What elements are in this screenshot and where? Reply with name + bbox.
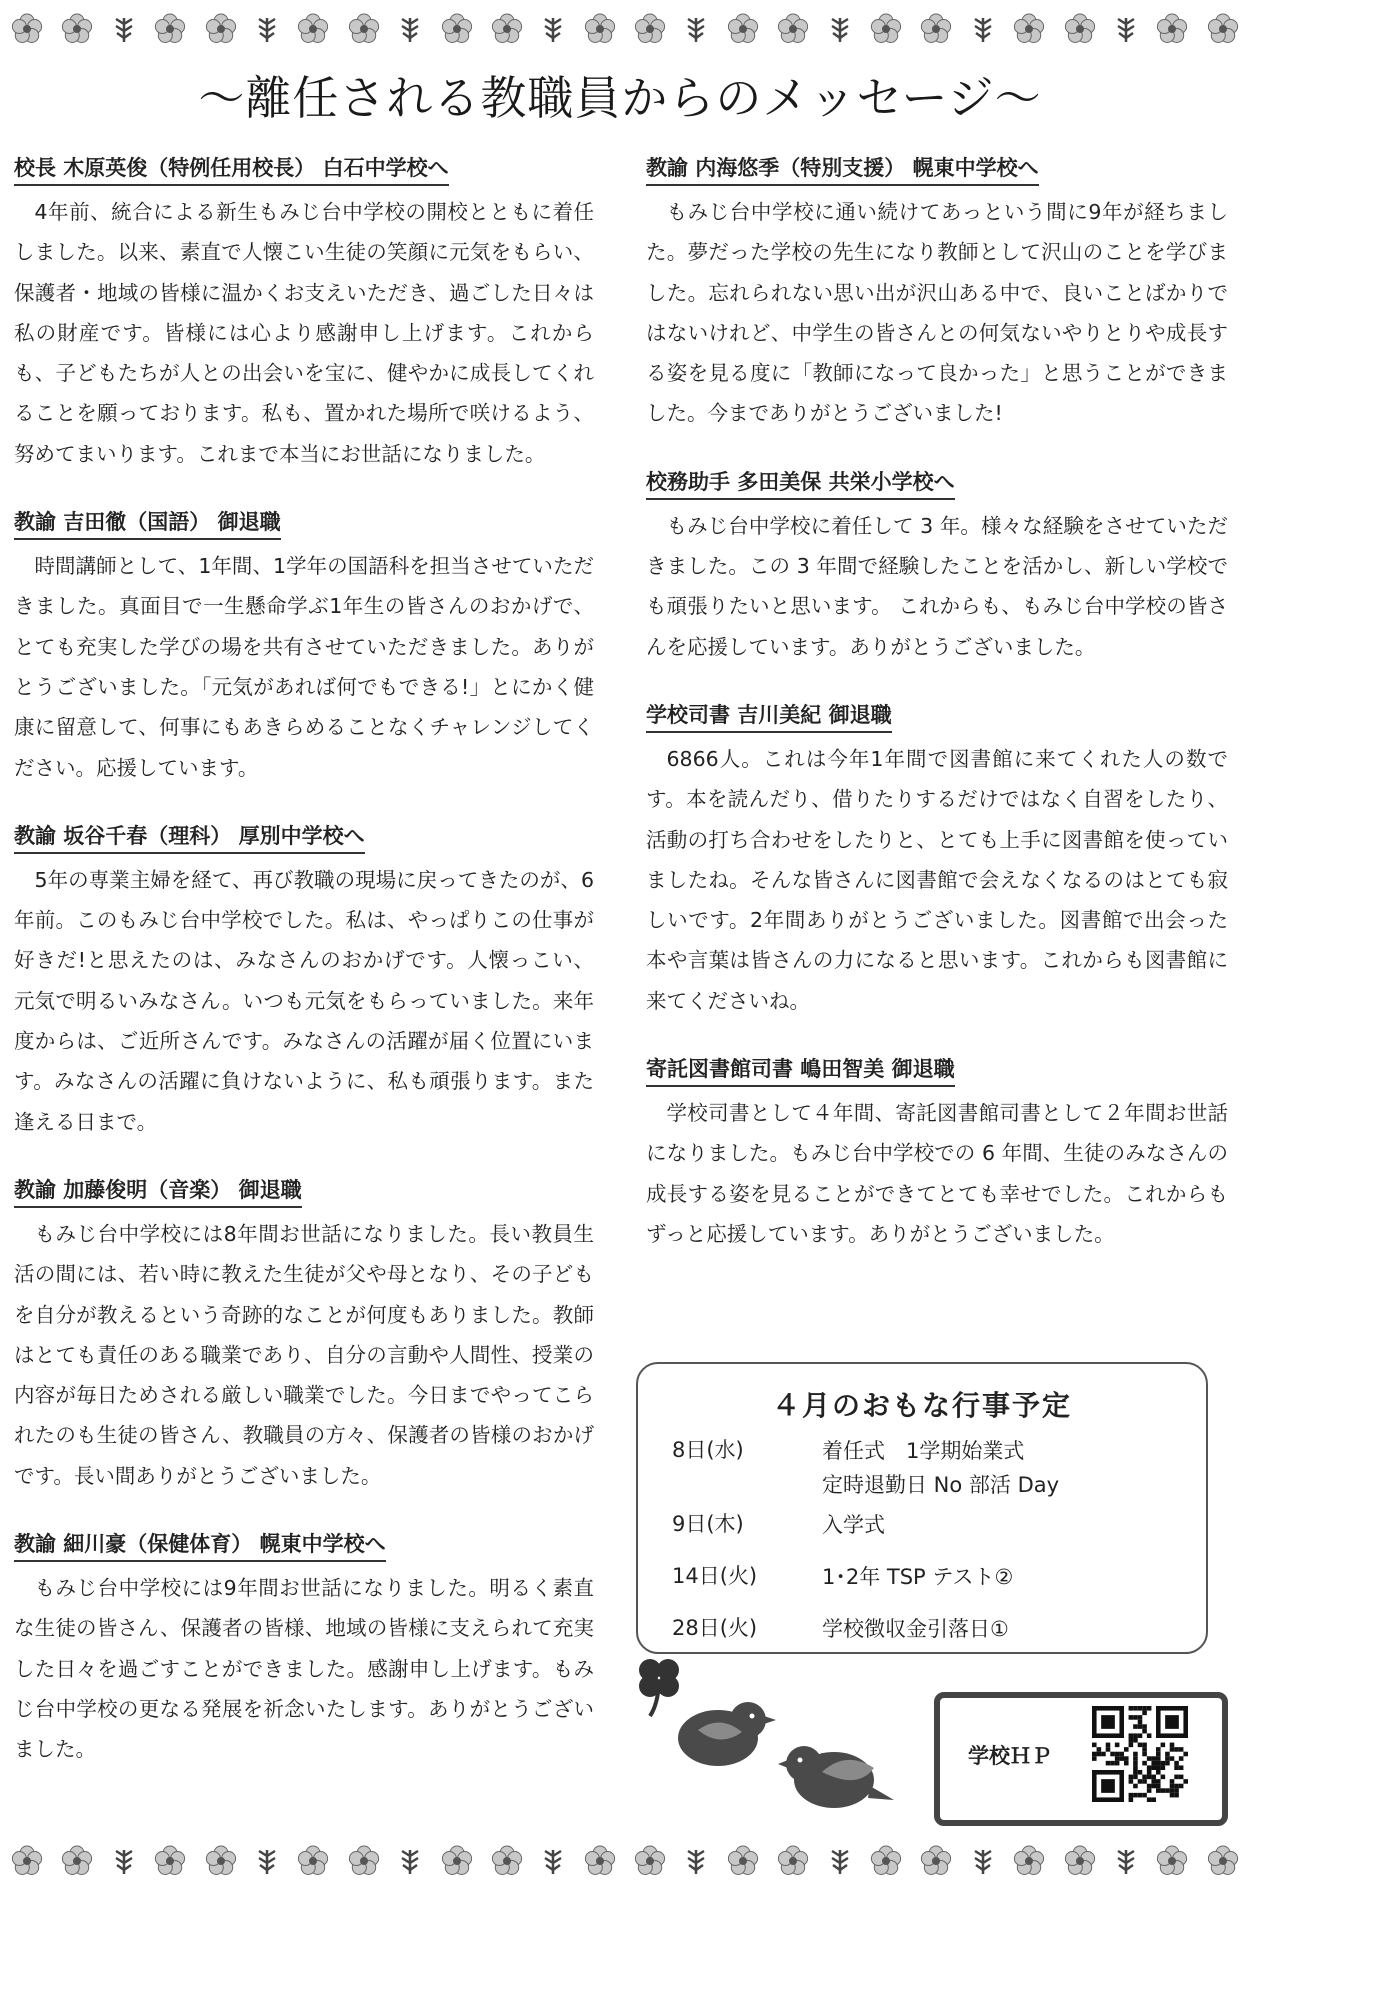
message-section [14, 1528, 594, 1769]
leaf-icon [970, 1846, 996, 1876]
event-row [672, 1560, 1206, 1594]
event-date: 9日(木) [672, 1512, 744, 1536]
flower-icon [583, 1844, 617, 1878]
section-body: 学校司書として４年間、寄託図書館司書として２年間お世話になりました。もみじ台中学校での 6 年間、生徒のみなさんの成長する姿を見ることができてとても幸せでした。これからもずっと応援しています。ありがとうございました。 [646, 1101, 1228, 1246]
flower-icon [776, 12, 810, 46]
leaf-icon [683, 1846, 709, 1876]
qr-code-icon[interactable] [1092, 1706, 1188, 1802]
leaf-icon [540, 1846, 566, 1876]
message-section [14, 1174, 594, 1496]
event-date [672, 1468, 822, 1502]
section-heading: 校務助手 多田美保 共栄小学校へ [646, 466, 955, 500]
event-row [672, 1434, 1206, 1468]
flower-icon [1012, 1844, 1046, 1878]
event-date: 28日(火) [672, 1616, 758, 1640]
flower-icon [347, 12, 381, 46]
section-heading: 校長 木原英俊（特例任用校長） 白石中学校へ [14, 152, 449, 186]
leaf-icon [970, 14, 996, 44]
flower-icon [726, 12, 760, 46]
event-desc: 定時退勤日 No 部活 Day [822, 1473, 1060, 1497]
flower-icon [726, 1844, 760, 1878]
event-desc: 入学式 [822, 1513, 885, 1537]
flower-icon [1063, 12, 1097, 46]
event-desc: 学校徴収金引落日① [822, 1617, 1009, 1641]
bird-icon [778, 1728, 898, 1824]
leaf-icon [827, 1846, 853, 1876]
top-flower-border [10, 6, 1240, 52]
event-date: 8日(水) [672, 1438, 744, 1462]
section-heading: 教諭 細川豪（保健体育） 幌東中学校へ [14, 1528, 386, 1562]
section-body: もみじ台中学校に通い続けてあっという間に9年が経ちました。夢だった学校の先生になり教師として沢山のことを学びました。忘れられない思い出が沢山ある中で、良いことばかりではないけれど、中学生の皆さんとの何気ないやりとりや成長する姿を見る度に「教師になって良かった」と思うことができました。今までありがとうございました! [646, 200, 1228, 426]
flower-icon [1012, 12, 1046, 46]
flower-icon [296, 12, 330, 46]
flower-icon [60, 1844, 94, 1878]
section-body: もみじ台中学校には8年間お世話になりました。長い教員生活の間には、若い時に教えた生徒が父や母となり、その子どもを自分が教えるという奇跡的なことが何度もありました。教師はとても責任のある職業であり、自分の言動や人間性、授業の内容が毎日ためされる厳しい職業でした。今日までやってこられたのも生徒の皆さん、教職員の方々、保護者の皆様のおかげです。長い間ありがとうございました。 [14, 1221, 594, 1488]
flower-icon [490, 12, 524, 46]
right-column [646, 152, 1228, 1254]
section-body: 時間講師として、1年間、1学年の国語科を担当させていただきました。真面目で一生懸命学ぶ1年生の皆さんのおかげで、とても充実した学びの場を共有させていただきました。ありがとうございました。「元気があれば何でもできる!」とにかく健康に留意して、何事にもあきらめることなくチャレンジしてください。応援しています。 [14, 554, 594, 780]
flower-icon [347, 1844, 381, 1878]
flower-icon [440, 12, 474, 46]
section-heading: 教諭 吉田徹（国語） 御退職 [14, 506, 281, 540]
flower-icon [153, 12, 187, 46]
leaf-icon [397, 14, 423, 44]
flower-icon [10, 12, 44, 46]
section-heading: 寄託図書館司書 嶋田智美 御退職 [646, 1053, 955, 1087]
leaf-icon [254, 14, 280, 44]
leaf-icon [540, 14, 566, 44]
leaf-icon [683, 14, 709, 44]
flower-icon [583, 12, 617, 46]
flower-icon [1206, 12, 1240, 46]
section-body: 6866人。これは今年1年間で図書館に来てくれた人の数です。本を読んだり、借りたりするだけではなく自習をしたり、活動の打ち合わせをしたりと、とても上手に図書館を使っていましたね。そんな皆さんに図書館で会えなくなるのはとても寂しいです。2年間ありがとうございました。図書館で出会った本や言葉は皆さんの力になると思います。これからも図書館に来てくださいね。 [646, 746, 1228, 1013]
flower-icon [10, 1844, 44, 1878]
message-section [646, 1053, 1228, 1254]
leaf-icon [827, 14, 853, 44]
leaf-icon [1113, 1846, 1139, 1876]
flower-icon [153, 1844, 187, 1878]
message-section [14, 152, 594, 474]
qr-label: 学校ＨＰ [968, 1744, 1052, 1768]
flower-icon [296, 1844, 330, 1878]
message-section [14, 506, 594, 788]
section-heading: 教諭 内海悠季（特別支援） 幌東中学校へ [646, 152, 1039, 186]
message-section [646, 699, 1228, 1021]
flower-icon [204, 1844, 238, 1878]
flower-icon [633, 1844, 667, 1878]
event-row [672, 1612, 1206, 1646]
message-section [646, 152, 1228, 434]
event-row [672, 1508, 1206, 1542]
flower-icon [776, 1844, 810, 1878]
flower-icon [869, 12, 903, 46]
event-desc: 着任式 1学期始業式 [822, 1439, 1025, 1463]
flower-icon [440, 1844, 474, 1878]
section-heading: 教諭 坂谷千春（理科） 厚別中学校へ [14, 820, 365, 854]
page-title: 〜離任される教職員からのメッセージ〜 [198, 71, 1042, 125]
flower-icon [1063, 1844, 1097, 1878]
flower-icon [1155, 12, 1189, 46]
flower-icon [204, 12, 238, 46]
section-body: 5年の専業主婦を経て、再び教職の現場に戻ってきたのが、6年前。このもみじ台中学校でした。私は、やっぱりこの仕事が好きだ!と思えたのは、みなさんのおかげです。人懐っこい、元気で明るいみなさん。いつも元気をもらっていました。来年度からは、ご近所さんです。みなさんの活躍が届く位置にいます。みなさんの活躍に負けないように、私も頑張ります。また逢える日まで。 [14, 867, 594, 1134]
flower-icon [60, 12, 94, 46]
flower-icon [633, 12, 667, 46]
leaf-icon [1113, 14, 1139, 44]
section-body: 4年前、統合による新生もみじ台中学校の開校とともに着任しました。以来、素直で人懐こい生徒の笑顔に元気をもらい、保護者・地域の皆様に温かくお支えいただき、過ごした日々は私の財産です。皆様には心より感謝申し上げます。これからも、子どもたちが人との出会いを宝に、健やかに成長してくれることを願っております。私も、置かれた場所で咲けるよう、努めてまいります。これまで本当にお世話になりました。 [14, 200, 594, 466]
flower-icon [919, 1844, 953, 1878]
event-row [672, 1468, 1206, 1502]
flower-icon [1155, 1844, 1189, 1878]
event-date: 14日(火) [672, 1564, 758, 1588]
flower-icon [919, 12, 953, 46]
leaf-icon [111, 14, 137, 44]
leaf-icon [111, 1846, 137, 1876]
message-section [14, 820, 594, 1142]
april-events-box [636, 1362, 1208, 1654]
flower-icon [1206, 1844, 1240, 1878]
leaf-icon [397, 1846, 423, 1876]
bird-icon [668, 1686, 778, 1776]
events-title: ４月のおもな行事予定 [771, 1389, 1072, 1422]
section-heading: 教諭 加藤俊明（音楽） 御退職 [14, 1174, 302, 1208]
section-body: もみじ台中学校に着任して 3 年。様々な経験をさせていただきました。この 3 年間で経験したことを活かし、新しい学校でも頑張りたいと思います。 これからも、もみじ台中学校の皆さんを応援しています。ありがとうございました。 [646, 513, 1228, 659]
leaf-icon [254, 1846, 280, 1876]
section-body: もみじ台中学校には9年間お世話になりました。明るく素直な生徒の皆さん、保護者の皆様、地域の皆様に支えられて充実した日々を過ごすことができました。感謝申し上げます。もみじ台中学校の更なる発展を祈念いたします。ありがとうございました。 [14, 1576, 594, 1762]
bottom-flower-border [10, 1838, 1240, 1884]
school-homepage-qr-box [934, 1692, 1228, 1826]
left-column [14, 152, 594, 1770]
section-heading: 学校司書 吉川美紀 御退職 [646, 699, 892, 733]
flower-icon [869, 1844, 903, 1878]
message-section [646, 466, 1228, 667]
flower-icon [490, 1844, 524, 1878]
event-desc: 1･2年 TSP テスト② [822, 1565, 1014, 1589]
